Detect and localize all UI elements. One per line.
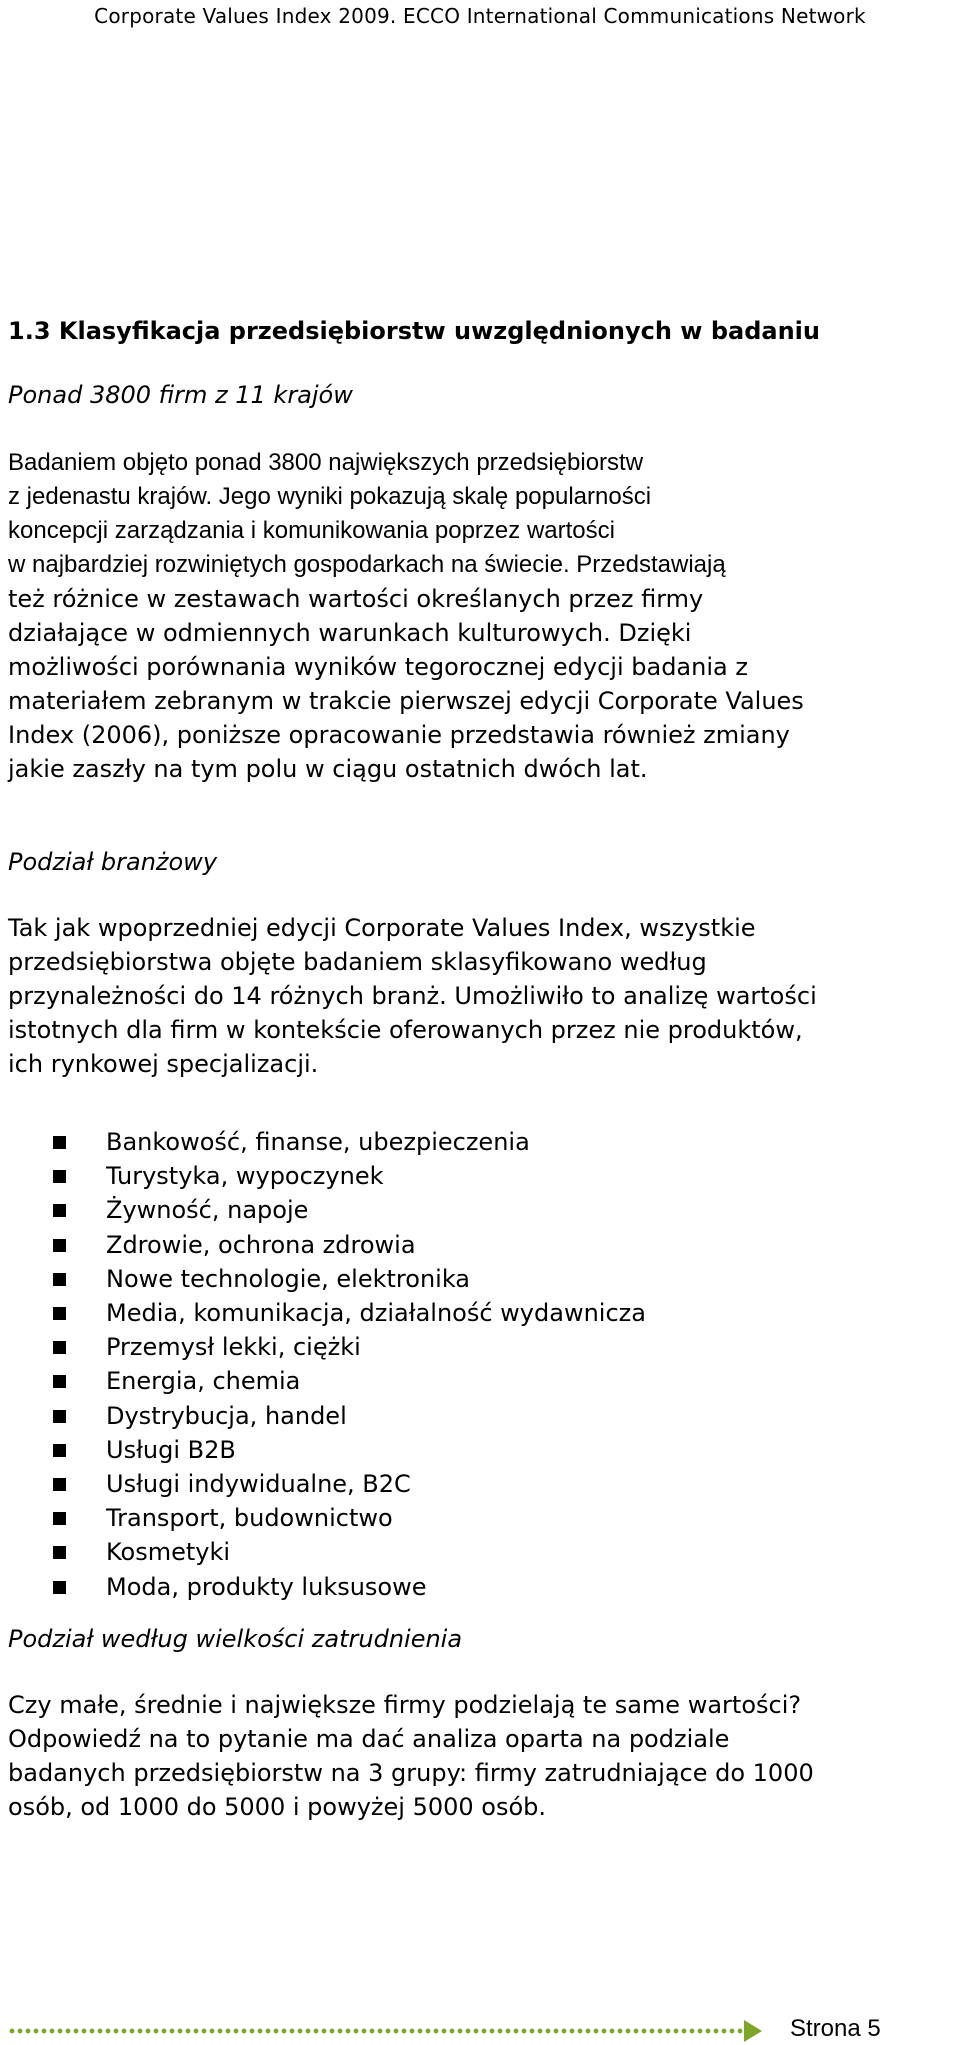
list-item-label: Moda, produkty luksusowe bbox=[106, 1572, 427, 1601]
list-item bbox=[8, 1228, 953, 1262]
size-subheading: Podział według wielkości zatrudnienia bbox=[8, 1624, 463, 1653]
list-item bbox=[8, 1467, 953, 1501]
list-item-label: Przemysł lekki, ciężki bbox=[106, 1333, 361, 1362]
arrow-right-icon bbox=[744, 2020, 762, 2042]
list-item bbox=[8, 1399, 953, 1433]
intro-subheading: Ponad 3800 firm z 11 krajów bbox=[8, 381, 353, 409]
paragraph-line: przynależności do 14 różnych branż. Umożliwiło to analizę wartości bbox=[8, 982, 817, 1010]
list-item bbox=[8, 1364, 953, 1398]
document-body bbox=[8, 314, 953, 1824]
paragraph-line: osób, od 1000 do 5000 i powyżej 5000 osób. bbox=[8, 1792, 547, 1821]
square-bullet-icon bbox=[53, 1375, 66, 1388]
list-item-label: Energia, chemia bbox=[106, 1367, 301, 1396]
list-item bbox=[8, 1501, 953, 1535]
list-item-label: Bankowość, finanse, ubezpieczenia bbox=[106, 1128, 530, 1156]
square-bullet-icon bbox=[53, 1512, 66, 1525]
list-item-label: Żywność, napoje bbox=[106, 1196, 309, 1225]
list-item bbox=[8, 1570, 953, 1604]
intro-paragraph bbox=[8, 446, 953, 786]
list-item bbox=[8, 1330, 953, 1364]
list-item-label: Transport, budownictwo bbox=[106, 1504, 393, 1533]
list-item-label: Turystyka, wypoczynek bbox=[106, 1162, 384, 1191]
square-bullet-icon bbox=[53, 1444, 66, 1457]
paragraph-line: Tak jak wpoprzedniej edycji Corporate Values Index, wszystkie bbox=[8, 914, 756, 942]
square-bullet-icon bbox=[53, 1341, 66, 1354]
page-number: Strona 5 bbox=[790, 2015, 881, 2042]
industry-list bbox=[8, 1125, 953, 1604]
square-bullet-icon bbox=[53, 1239, 66, 1252]
page-footer bbox=[0, 2014, 960, 2044]
square-bullet-icon bbox=[53, 1581, 66, 1594]
square-bullet-icon bbox=[53, 1478, 66, 1491]
paragraph-line: z jedenastu krajów. Jego wyniki pokazują skalę popularności bbox=[8, 483, 652, 510]
paragraph-line: też różnice w zestawach wartości określanych przez firmy bbox=[8, 585, 704, 613]
list-item-label: Usługi B2B bbox=[106, 1435, 236, 1464]
square-bullet-icon bbox=[53, 1546, 66, 1559]
square-bullet-icon bbox=[53, 1204, 66, 1217]
paragraph-line: możliwości porównania wyników tegorocznej edycji badania z bbox=[8, 653, 748, 681]
list-item-label: Zdrowie, ochrona zdrowia bbox=[106, 1230, 416, 1259]
list-item-label: Media, komunikacja, działalność wydawnicza bbox=[106, 1299, 646, 1328]
paragraph-line: istotnych dla firm w kontekście oferowanych przez nie produktów, bbox=[8, 1016, 803, 1044]
paragraph-line: przedsiębiorstwa objęte badaniem sklasyfikowano według bbox=[8, 948, 707, 976]
paragraph-line: Badaniem objęto ponad 3800 największych przedsiębiorstw bbox=[8, 449, 644, 476]
size-paragraph bbox=[8, 1688, 953, 1824]
list-item bbox=[8, 1535, 953, 1569]
list-item bbox=[8, 1159, 953, 1193]
list-item-label: Usługi indywidualne, B2C bbox=[106, 1470, 411, 1499]
paragraph-line: jakie zaszły na tym polu w ciągu ostatnich dwóch lat. bbox=[8, 755, 648, 783]
list-item bbox=[8, 1193, 953, 1227]
square-bullet-icon bbox=[53, 1307, 66, 1320]
paragraph-line: materiałem zebranym w trakcie pierwszej edycji Corporate Values bbox=[8, 687, 804, 715]
list-item-label: Kosmetyki bbox=[106, 1538, 231, 1567]
paragraph-line: Odpowiedź na to pytanie ma dać analiza oparta na podziale bbox=[8, 1724, 730, 1753]
list-item-label: Dystrybucja, handel bbox=[106, 1401, 347, 1430]
list-item bbox=[8, 1433, 953, 1467]
dotted-rule bbox=[8, 2028, 750, 2034]
paragraph-line: badanych przedsiębiorstw na 3 grupy: firmy zatrudniające do 1000 bbox=[8, 1758, 814, 1787]
paragraph-line: ich rynkowej specjalizacji. bbox=[8, 1050, 319, 1078]
paragraph-line: Index (2006), poniższe opracowanie przedstawia również zmiany bbox=[8, 721, 790, 749]
industry-paragraph bbox=[8, 911, 953, 1081]
square-bullet-icon bbox=[53, 1136, 66, 1149]
square-bullet-icon bbox=[53, 1170, 66, 1183]
industry-subheading: Podział branżowy bbox=[8, 848, 218, 876]
list-item bbox=[8, 1296, 953, 1330]
paragraph-line: działające w odmiennych warunkach kulturowych. Dzięki bbox=[8, 619, 692, 647]
list-item-label: Nowe technologie, elektronika bbox=[106, 1264, 471, 1293]
paragraph-line: Czy małe, średnie i największe firmy podzielają te same wartości? bbox=[8, 1690, 802, 1719]
list-item bbox=[8, 1125, 953, 1159]
list-item bbox=[8, 1262, 953, 1296]
square-bullet-icon bbox=[53, 1273, 66, 1286]
section-title: 1.3 Klasyfikacja przedsiębiorstw uwzględnionych w badaniu bbox=[8, 317, 820, 345]
running-header: Corporate Values Index 2009. ECCO International Communications Network bbox=[94, 4, 866, 28]
square-bullet-icon bbox=[53, 1410, 66, 1423]
paragraph-line: w najbardziej rozwiniętych gospodarkach na świecie. Przedstawiają bbox=[8, 551, 726, 578]
paragraph-line: koncepcji zarządzania i komunikowania poprzez wartości bbox=[8, 517, 615, 544]
